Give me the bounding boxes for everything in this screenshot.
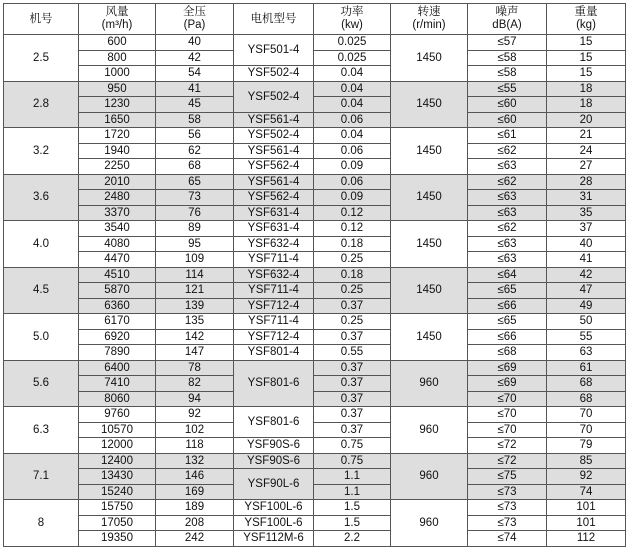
cell-airflow: 15240 [79, 484, 156, 500]
cell-weight: 15 [547, 50, 626, 66]
table-row [4, 391, 626, 407]
table-row [4, 531, 626, 547]
cell-pressure: 121 [156, 283, 234, 299]
table-row [4, 221, 626, 237]
cell-noise: ≤65 [468, 283, 547, 299]
cell-airflow: 1720 [79, 128, 156, 144]
cell-airflow: 6360 [79, 298, 156, 314]
cell-power: 0.75 [314, 453, 391, 469]
cell-noise: ≤66 [468, 298, 547, 314]
table-row [4, 66, 626, 82]
cell-pressure: 40 [156, 35, 234, 51]
cell-weight: 47 [547, 283, 626, 299]
header-speed-unit: (r/min) [412, 19, 446, 31]
cell-noise: ≤70 [468, 422, 547, 438]
header-motor-label: 电机型号 [250, 12, 297, 25]
table-row [4, 128, 626, 144]
cell-weight: 21 [547, 128, 626, 144]
cell-power: 0.18 [314, 267, 391, 283]
cell-airflow: 10570 [79, 422, 156, 438]
cell-pressure: 58 [156, 112, 234, 128]
cell-pressure: 109 [156, 252, 234, 268]
table-row [4, 174, 626, 190]
cell-noise: ≤62 [468, 221, 547, 237]
cell-power: 0.025 [314, 50, 391, 66]
cell-pressure: 102 [156, 422, 234, 438]
cell-airflow: 17050 [79, 515, 156, 531]
cell-speed: 1450 [391, 35, 468, 82]
cell-airflow: 7410 [79, 376, 156, 392]
cell-pressure: 76 [156, 205, 234, 221]
cell-airflow: 6400 [79, 360, 156, 376]
cell-pressure: 94 [156, 391, 234, 407]
cell-weight: 37 [547, 221, 626, 237]
cell-noise: ≤60 [468, 112, 547, 128]
cell-speed: 960 [391, 453, 468, 500]
cell-noise: ≤62 [468, 174, 547, 190]
cell-pressure: 146 [156, 469, 234, 485]
cell-motor: YSF561-4 [234, 112, 314, 128]
cell-airflow: 2010 [79, 174, 156, 190]
cell-noise: ≤61 [468, 128, 547, 144]
cell-pressure: 139 [156, 298, 234, 314]
header-row [4, 4, 626, 35]
table-row [4, 484, 626, 500]
cell-weight: 70 [547, 407, 626, 423]
cell-power: 0.04 [314, 66, 391, 82]
cell-weight: 18 [547, 97, 626, 113]
cell-weight: 49 [547, 298, 626, 314]
header-power-label: 功率 [340, 6, 364, 18]
cell-airflow: 4080 [79, 236, 156, 252]
cell-pressure: 42 [156, 50, 234, 66]
cell-pressure: 142 [156, 329, 234, 345]
cell-pressure: 41 [156, 81, 234, 97]
cell-motor: YSF632-4 [234, 267, 314, 283]
table-row [4, 438, 626, 454]
cell-noise: ≤55 [468, 81, 547, 97]
cell-motor: YSF562-4 [234, 159, 314, 175]
cell-noise: ≤73 [468, 500, 547, 516]
cell-speed: 1450 [391, 174, 468, 221]
table-row [4, 236, 626, 252]
header-power-unit: (kw) [341, 19, 363, 31]
cell-motor: YSF562-4 [234, 190, 314, 206]
cell-noise: ≤73 [468, 515, 547, 531]
cell-model: 2.8 [4, 81, 79, 128]
cell-motor: YSF90S-6 [234, 453, 314, 469]
cell-weight: 27 [547, 159, 626, 175]
cell-noise: ≤69 [468, 376, 547, 392]
cell-noise: ≤73 [468, 484, 547, 500]
cell-airflow: 1650 [79, 112, 156, 128]
cell-weight: 92 [547, 469, 626, 485]
cell-weight: 15 [547, 35, 626, 51]
table-row [4, 329, 626, 345]
cell-pressure: 62 [156, 143, 234, 159]
table-row [4, 500, 626, 516]
cell-pressure: 208 [156, 515, 234, 531]
cell-speed: 960 [391, 360, 468, 407]
cell-pressure: 242 [156, 531, 234, 547]
cell-airflow: 4470 [79, 252, 156, 268]
cell-noise: ≤72 [468, 438, 547, 454]
cell-motor: YSF90S-6 [234, 438, 314, 454]
table-row [4, 252, 626, 268]
header-speed [391, 4, 468, 35]
cell-noise: ≤58 [468, 50, 547, 66]
cell-motor: YSF100L-6 [234, 515, 314, 531]
header-noise [468, 4, 547, 35]
cell-noise: ≤70 [468, 407, 547, 423]
cell-motor: YSF100L-6 [234, 500, 314, 516]
cell-model: 6.3 [4, 407, 79, 454]
cell-motor: YSF801-4 [234, 345, 314, 361]
table-row [4, 97, 626, 113]
cell-power: 0.09 [314, 159, 391, 175]
cell-pressure: 65 [156, 174, 234, 190]
table-row [4, 81, 626, 97]
cell-pressure: 169 [156, 484, 234, 500]
cell-noise: ≤57 [468, 35, 547, 51]
cell-airflow: 12400 [79, 453, 156, 469]
header-noise-label: 噪声 [495, 6, 519, 18]
cell-speed: 1450 [391, 267, 468, 314]
cell-motor: YSF502-4 [234, 81, 314, 112]
cell-noise: ≤63 [468, 236, 547, 252]
cell-noise: ≤74 [468, 531, 547, 547]
cell-motor: YSF801-6 [234, 360, 314, 407]
cell-noise: ≤69 [468, 360, 547, 376]
cell-noise: ≤70 [468, 391, 547, 407]
cell-weight: 55 [547, 329, 626, 345]
cell-power: 0.25 [314, 252, 391, 268]
cell-model: 8 [4, 500, 79, 547]
table-row [4, 283, 626, 299]
cell-power: 0.37 [314, 422, 391, 438]
cell-model: 4.5 [4, 267, 79, 314]
cell-weight: 28 [547, 174, 626, 190]
cell-weight: 70 [547, 422, 626, 438]
cell-model: 4.0 [4, 221, 79, 268]
header-weight-unit: (kg) [576, 19, 596, 31]
cell-motor: YSF502-4 [234, 66, 314, 82]
cell-motor: YSF711-4 [234, 314, 314, 330]
cell-power: 0.09 [314, 190, 391, 206]
cell-power: 1.5 [314, 515, 391, 531]
cell-noise: ≤64 [468, 267, 547, 283]
table-row [4, 143, 626, 159]
cell-power: 0.75 [314, 438, 391, 454]
cell-pressure: 114 [156, 267, 234, 283]
cell-power: 0.18 [314, 236, 391, 252]
cell-noise: ≤62 [468, 143, 547, 159]
cell-airflow: 1230 [79, 97, 156, 113]
header-pressure-label: 全压 [183, 6, 206, 18]
cell-power: 0.12 [314, 205, 391, 221]
cell-power: 0.04 [314, 128, 391, 144]
cell-pressure: 73 [156, 190, 234, 206]
cell-airflow: 1940 [79, 143, 156, 159]
cell-airflow: 950 [79, 81, 156, 97]
cell-motor: YSF631-4 [234, 221, 314, 237]
header-speed-label: 转速 [417, 6, 441, 18]
cell-power: 0.04 [314, 81, 391, 97]
cell-weight: 112 [547, 531, 626, 547]
table-row [4, 376, 626, 392]
table-row [4, 453, 626, 469]
cell-noise: ≤63 [468, 190, 547, 206]
header-pressure [156, 4, 234, 35]
cell-airflow: 13430 [79, 469, 156, 485]
cell-airflow: 12000 [79, 438, 156, 454]
cell-motor: YSF112M-6 [234, 531, 314, 547]
cell-motor: YSF711-4 [234, 252, 314, 268]
cell-airflow: 2480 [79, 190, 156, 206]
cell-airflow: 800 [79, 50, 156, 66]
header-power [314, 4, 391, 35]
cell-weight: 35 [547, 205, 626, 221]
cell-weight: 20 [547, 112, 626, 128]
cell-pressure: 56 [156, 128, 234, 144]
table-row [4, 515, 626, 531]
cell-speed: 960 [391, 407, 468, 454]
cell-weight: 101 [547, 500, 626, 516]
cell-airflow: 1000 [79, 66, 156, 82]
cell-weight: 15 [547, 66, 626, 82]
cell-noise: ≤63 [468, 252, 547, 268]
cell-pressure: 78 [156, 360, 234, 376]
cell-motor: YSF631-4 [234, 205, 314, 221]
cell-noise: ≤63 [468, 159, 547, 175]
cell-pressure: 82 [156, 376, 234, 392]
table-row [4, 112, 626, 128]
cell-weight: 41 [547, 252, 626, 268]
cell-airflow: 5870 [79, 283, 156, 299]
cell-model: 5.0 [4, 314, 79, 361]
cell-power: 0.06 [314, 174, 391, 190]
cell-weight: 42 [547, 267, 626, 283]
cell-power: 0.025 [314, 35, 391, 51]
cell-airflow: 2250 [79, 159, 156, 175]
cell-weight: 85 [547, 453, 626, 469]
cell-model: 5.6 [4, 360, 79, 407]
cell-weight: 18 [547, 81, 626, 97]
cell-power: 0.25 [314, 314, 391, 330]
cell-pressure: 45 [156, 97, 234, 113]
header-airflow-label: 风量 [105, 6, 129, 18]
table-row [4, 159, 626, 175]
cell-speed: 1450 [391, 128, 468, 175]
cell-pressure: 95 [156, 236, 234, 252]
cell-weight: 50 [547, 314, 626, 330]
cell-airflow: 9760 [79, 407, 156, 423]
cell-power: 0.04 [314, 97, 391, 113]
table-row [4, 407, 626, 423]
cell-power: 1.1 [314, 469, 391, 485]
header-weight [547, 4, 626, 35]
cell-noise: ≤75 [468, 469, 547, 485]
header-model [4, 4, 79, 35]
table-row [4, 314, 626, 330]
cell-weight: 31 [547, 190, 626, 206]
cell-power: 1.5 [314, 500, 391, 516]
cell-weight: 79 [547, 438, 626, 454]
cell-power: 0.37 [314, 298, 391, 314]
cell-weight: 24 [547, 143, 626, 159]
cell-weight: 61 [547, 360, 626, 376]
table-header [4, 4, 626, 35]
cell-pressure: 135 [156, 314, 234, 330]
fan-spec-table [3, 3, 626, 547]
cell-airflow: 6170 [79, 314, 156, 330]
header-noise-unit: dB(A) [492, 19, 522, 31]
cell-power: 0.12 [314, 221, 391, 237]
cell-pressure: 132 [156, 453, 234, 469]
cell-model: 2.5 [4, 35, 79, 82]
cell-pressure: 118 [156, 438, 234, 454]
table-row [4, 360, 626, 376]
cell-noise: ≤60 [468, 97, 547, 113]
cell-noise: ≤58 [468, 66, 547, 82]
cell-power: 2.2 [314, 531, 391, 547]
cell-motor: YSF502-4 [234, 128, 314, 144]
cell-power: 0.37 [314, 376, 391, 392]
cell-speed: 1450 [391, 81, 468, 128]
cell-motor: YSF712-4 [234, 329, 314, 345]
cell-motor: YSF561-4 [234, 174, 314, 190]
cell-pressure: 189 [156, 500, 234, 516]
cell-pressure: 147 [156, 345, 234, 361]
table-row [4, 267, 626, 283]
table-row [4, 190, 626, 206]
cell-noise: ≤65 [468, 314, 547, 330]
table-body [4, 35, 626, 547]
table-row [4, 422, 626, 438]
cell-airflow: 8060 [79, 391, 156, 407]
table-row [4, 35, 626, 51]
cell-power: 0.37 [314, 407, 391, 423]
cell-weight: 68 [547, 391, 626, 407]
cell-weight: 74 [547, 484, 626, 500]
header-airflow-unit: (m³/h) [101, 19, 133, 31]
header-motor [234, 4, 314, 35]
cell-motor: YSF712-4 [234, 298, 314, 314]
cell-power: 0.37 [314, 360, 391, 376]
cell-airflow: 3370 [79, 205, 156, 221]
table-row [4, 205, 626, 221]
table-row [4, 345, 626, 361]
cell-motor: YSF90L-6 [234, 469, 314, 500]
cell-airflow: 600 [79, 35, 156, 51]
cell-weight: 68 [547, 376, 626, 392]
cell-motor: YSF501-4 [234, 35, 314, 66]
table-row [4, 298, 626, 314]
cell-weight: 63 [547, 345, 626, 361]
header-model-label: 机号 [29, 12, 53, 25]
cell-pressure: 68 [156, 159, 234, 175]
cell-power: 0.25 [314, 283, 391, 299]
table-row [4, 50, 626, 66]
cell-power: 0.37 [314, 329, 391, 345]
cell-motor: YSF561-4 [234, 143, 314, 159]
cell-speed: 1450 [391, 221, 468, 268]
cell-noise: ≤72 [468, 453, 547, 469]
cell-airflow: 6920 [79, 329, 156, 345]
cell-power: 1.1 [314, 484, 391, 500]
cell-power: 0.06 [314, 143, 391, 159]
cell-weight: 40 [547, 236, 626, 252]
cell-model: 3.6 [4, 174, 79, 221]
cell-speed: 1450 [391, 314, 468, 361]
cell-pressure: 54 [156, 66, 234, 82]
cell-noise: ≤68 [468, 345, 547, 361]
header-pressure-unit: (Pa) [183, 19, 206, 31]
cell-airflow: 19350 [79, 531, 156, 547]
cell-pressure: 92 [156, 407, 234, 423]
cell-motor: YSF632-4 [234, 236, 314, 252]
cell-airflow: 4510 [79, 267, 156, 283]
cell-speed: 960 [391, 500, 468, 547]
header-weight-label: 重量 [574, 6, 598, 18]
cell-airflow: 15750 [79, 500, 156, 516]
cell-power: 0.06 [314, 112, 391, 128]
cell-model: 3.2 [4, 128, 79, 175]
cell-weight: 101 [547, 515, 626, 531]
cell-airflow: 3540 [79, 221, 156, 237]
cell-model: 7.1 [4, 453, 79, 500]
header-airflow [79, 4, 156, 35]
cell-motor: YSF711-4 [234, 283, 314, 299]
cell-pressure: 89 [156, 221, 234, 237]
cell-noise: ≤63 [468, 205, 547, 221]
cell-noise: ≤66 [468, 329, 547, 345]
cell-motor: YSF801-6 [234, 407, 314, 438]
cell-power: 0.55 [314, 345, 391, 361]
cell-power: 0.37 [314, 391, 391, 407]
table-row [4, 469, 626, 485]
cell-airflow: 7890 [79, 345, 156, 361]
